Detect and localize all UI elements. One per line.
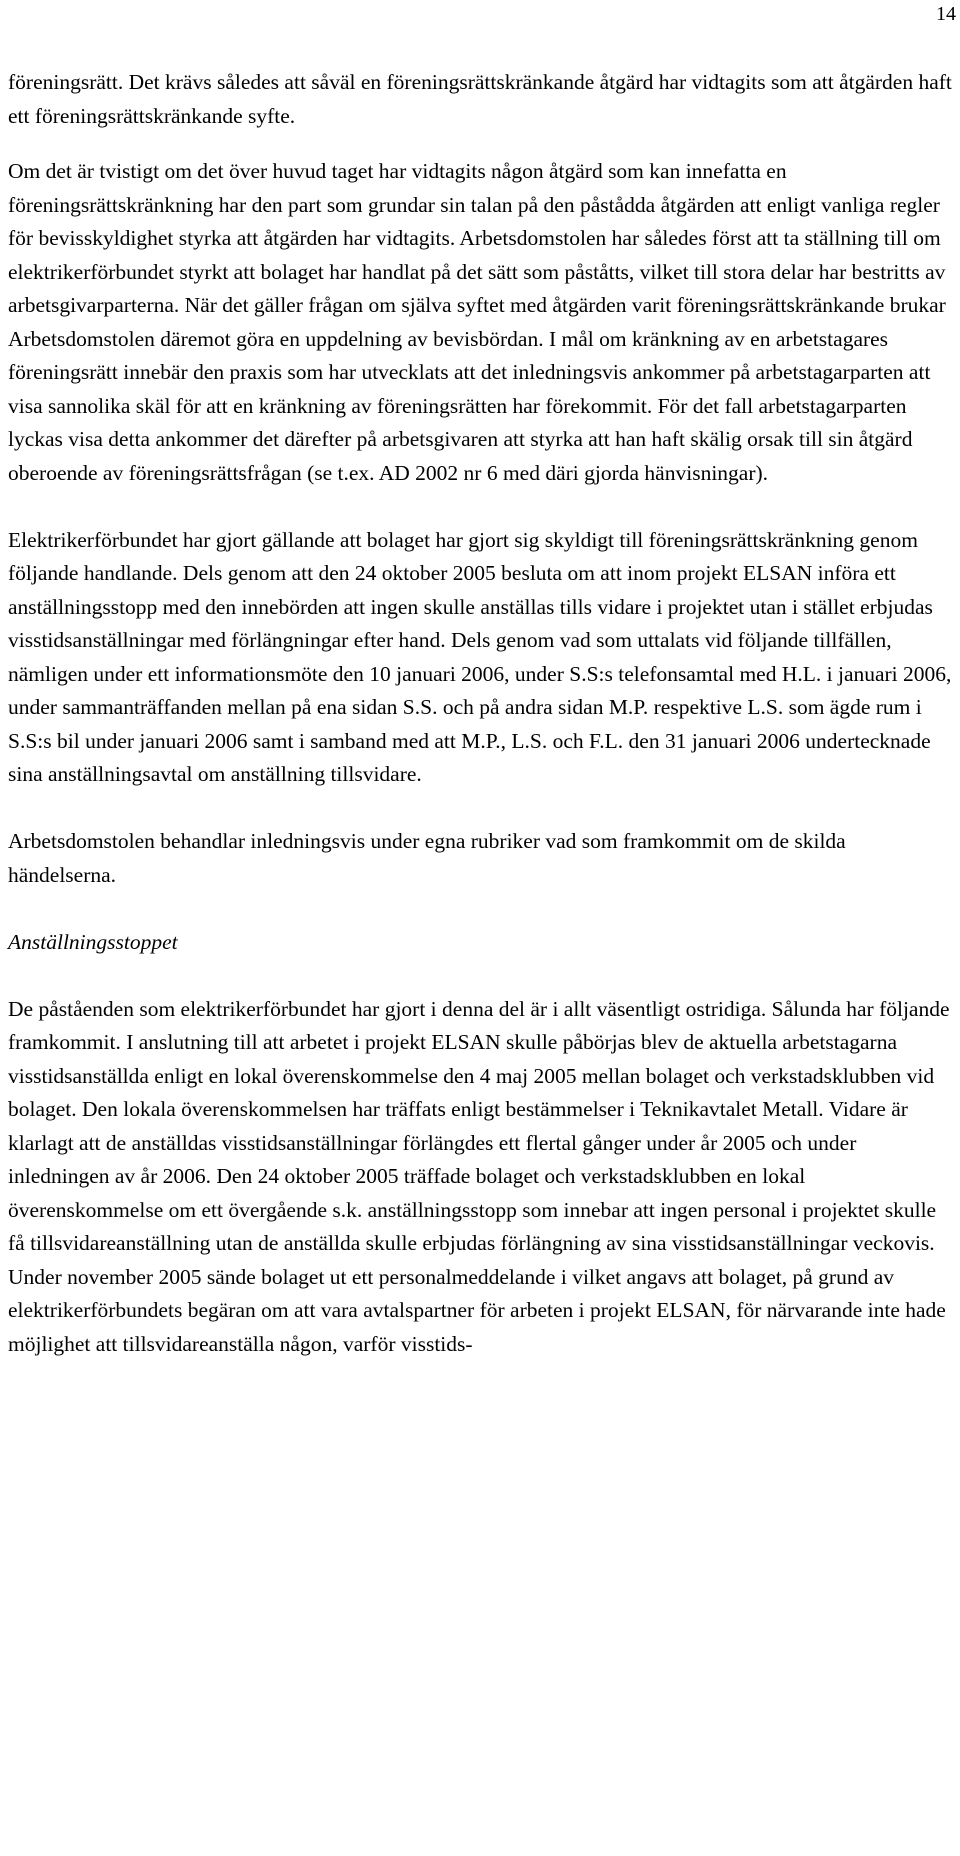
page-number: 14: [936, 3, 956, 25]
section-paragraph: De påståenden som elektrikerförbundet har gjort i denna del är i allt väsentligt ostridiga. Sålunda har följande framkommit. I anslutning till att arbetet i projekt ELSAN skulle påbörjas blev de aktuella arbetstagarna visstidsanställda enligt en lokal överenskommelse den 4 maj 2005 mellan bolaget och verkstadsklubben vid bolaget. Den lokala överenskommelsen har träffats enligt bestämmelser i Teknikavtalet Metall. Vidare är klarlagt att de anställdas visstidsanställningar förlängdes ett flertal gånger under år 2005 och under inledningen av år 2006. Den 24 oktober 2005 träffade bolaget och verkstadsklubben en lokal överenskommelse om ett övergående s.k. anställningsstopp som innebar att ingen personal i projektet skulle få tillsvidareanställning utan de anställda skulle erbjudas förlängning av sina visstidsanställningar veckovis. Under november 2005 sände bolaget ut ett personalmeddelande i vilket angavs att bolaget, på grund av elektrikerförbundets begäran om att vara avtalspartner för arbeten i projekt ELSAN, för närvarande inte hade möjlighet att tillsvidareanställa någon, varför visstids-: [8, 996, 950, 1356]
section-heading: Anställningsstoppet: [8, 929, 178, 954]
paragraph-2: Om det är tvistigt om det över huvud taget har vidtagits någon åtgärd som kan innefatta en föreningsrättskränkning har den part som grundar sin talan på den påstådda åtgärden att enligt vanliga regler för bevisskyldighet styrka att åtgärden har vidtagits. Arbetsdomstolen har således först att ta ställning till om elektrikerförbundet styrkt att bolaget har handlat på det sätt som påståtts, vilket till stora delar har bestritts av arbetsgivarparterna. När det gäller frågan om själva syftet med åtgärden varit föreningsrättskränkande brukar Arbetsdomstolen däremot göra en uppdelning av bevisbördan. I mål om kränkning av en arbetstagares föreningsrätt innebär den praxis som har utvecklats att det inledningsvis ankommer på arbetstagarparten att visa sannolika skäl för att en kränkning av föreningsrätten har förekommit. För det fall arbetstagarparten lyckas visa detta ankommer det därefter på arbetsgivaren att styrka att han haft skälig orsak till sin åtgärd oberoende av föreningsrättsfrågan (se t.ex. AD 2002 nr 6 med däri gjorda hänvisningar).: [8, 159, 946, 485]
paragraph-4: Arbetsdomstolen behandlar inledningsvis under egna rubriker vad som framkommit om de skilda händelserna.: [8, 829, 846, 887]
page-body: [8, 66, 952, 1361]
paragraph-3: Elektrikerförbundet har gjort gällande att bolaget har gjort sig skyldigt till föreningsrättskränkning genom följande handlande. Dels genom att den 24 oktober 2005 besluta om att inom projekt ELSAN införa ett anställningsstopp med den innebörden att ingen skulle anställas tills vidare i projektet utan i stället erbjudas visstidsanställningar med förlängningar efter hand. Dels genom vad som uttalats vid följande tillfällen, nämligen under ett informationsmöte den 10 januari 2006, under S.S:s telefonsamtal med H.L. i januari 2006, under sammanträffanden mellan på ena sidan S.S. och på andra sidan M.P. respektive L.S. som ägde rum i S.S:s bil under januari 2006 samt i samband med att M.P., L.S. och F.L. den 31 januari 2006 undertecknade sina anställningsavtal om anställning tillsvidare.: [8, 527, 952, 786]
paragraph-1: föreningsrätt. Det krävs således att såväl en föreningsrättskränkande åtgärd har vidtagits som att åtgärden haft ett föreningsrättskränkande syfte.: [8, 70, 952, 128]
